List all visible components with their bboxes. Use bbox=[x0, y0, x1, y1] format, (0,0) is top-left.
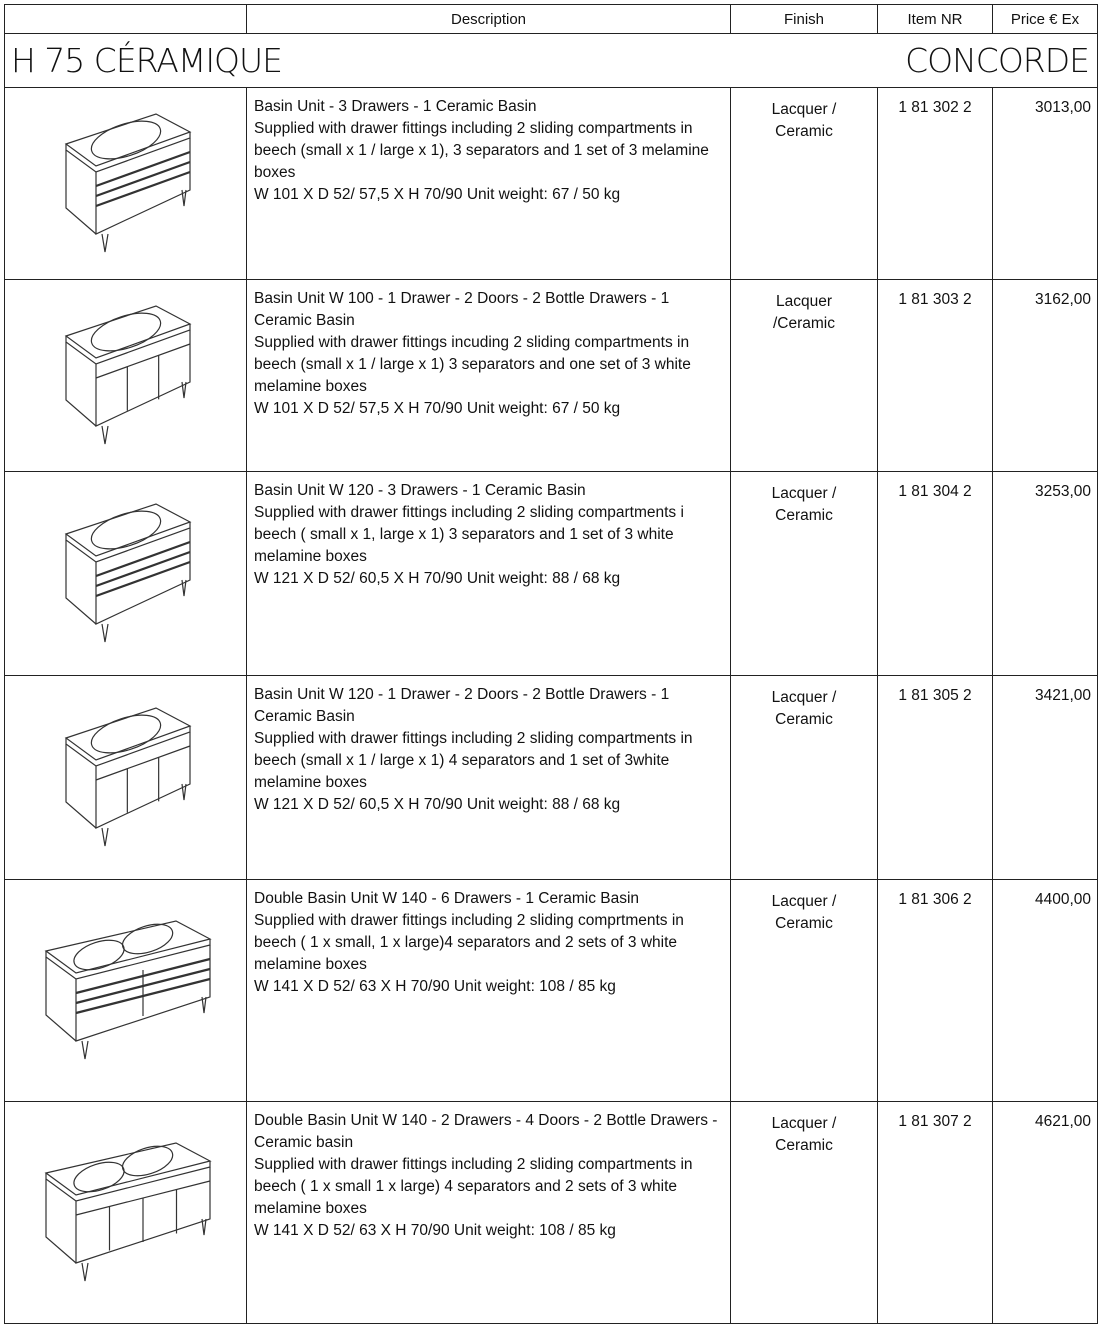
product-dimensions: W 121 X D 52/ 60,5 X H 70/90 Unit weight: 88 / 68 kg bbox=[254, 570, 621, 587]
product-item-nr: 1 81 304 2 bbox=[878, 472, 993, 676]
product-description bbox=[247, 880, 731, 1102]
product-title: Double Basin Unit W 140 - 2 Drawers - 4 Doors - 2 Bottle Drawers - Ceramic basin bbox=[254, 1112, 718, 1151]
product-description bbox=[247, 676, 731, 880]
product-description bbox=[247, 280, 731, 472]
header-item-nr: Item NR bbox=[878, 5, 993, 34]
product-details: Supplied with drawer fittings including 2 sliding compartments in beech (small x 1 / large x 1) 4 separators and 1 set of 3white melamine boxes bbox=[254, 730, 693, 791]
product-title: Basin Unit W 100 - 1 Drawer - 2 Doors - 2 Bottle Drawers - 1 Ceramic Basin bbox=[254, 290, 670, 329]
product-drawing bbox=[5, 911, 246, 1071]
product-finish bbox=[731, 676, 878, 880]
product-title: Basin Unit W 120 - 1 Drawer - 2 Doors - 2 Bottle Drawers - 1 Ceramic Basin bbox=[254, 686, 670, 725]
product-dimensions: W 101 X D 52/ 57,5 X H 70/90 Unit weight: 67 / 50 kg bbox=[254, 400, 621, 417]
product-title: Basin Unit W 120 - 3 Drawers - 1 Ceramic Basin bbox=[254, 482, 586, 499]
product-row bbox=[5, 472, 1098, 676]
finish-line: Ceramic bbox=[775, 123, 833, 140]
header-image bbox=[5, 5, 247, 34]
header-row bbox=[5, 5, 1098, 34]
banner-cell bbox=[5, 34, 1098, 88]
product-finish bbox=[731, 880, 878, 1102]
vanity-unit-drawing bbox=[36, 911, 216, 1071]
product-finish bbox=[731, 280, 878, 472]
product-dimensions: W 141 X D 52/ 63 X H 70/90 Unit weight: 108 / 85 kg bbox=[254, 978, 616, 995]
product-price: 3253,00 bbox=[993, 472, 1098, 676]
vanity-unit-drawing bbox=[56, 494, 196, 654]
product-price: 3162,00 bbox=[993, 280, 1098, 472]
price-list-table bbox=[4, 4, 1098, 1324]
product-finish bbox=[731, 88, 878, 280]
product-description bbox=[247, 88, 731, 280]
product-drawing bbox=[5, 1133, 246, 1293]
product-details: Supplied with drawer fittings incuding 2 sliding compartments in beech (small x 1 / large x 1) 3 separators and one set of 3 white melamine boxes bbox=[254, 334, 691, 395]
finish-line: Ceramic bbox=[775, 1137, 833, 1154]
series-name: CONCORDE bbox=[905, 41, 1089, 80]
vanity-unit-drawing bbox=[56, 698, 196, 858]
header-description: Description bbox=[247, 5, 731, 34]
product-details: Supplied with drawer fittings including 2 sliding compartments in beech (small x 1 / large x 1), 3 separators and 1 set of 3 melamine boxes bbox=[254, 120, 709, 181]
product-finish bbox=[731, 1102, 878, 1324]
product-drawing bbox=[5, 698, 246, 858]
finish-line: Lacquer / bbox=[771, 1115, 837, 1132]
product-finish bbox=[731, 472, 878, 676]
collection-label: H 75 CÉRAMIQUE bbox=[11, 41, 283, 80]
product-price: 3421,00 bbox=[993, 676, 1098, 880]
finish-line: Ceramic bbox=[775, 711, 833, 728]
product-row bbox=[5, 88, 1098, 280]
product-item-nr: 1 81 302 2 bbox=[878, 88, 993, 280]
product-price: 4400,00 bbox=[993, 880, 1098, 1102]
product-details: Supplied with drawer fittings including 2 sliding comprtments in beech ( 1 x small, 1 x large)4 separators and 2 sets of 3 white melamine boxes bbox=[254, 912, 684, 973]
finish-line: Ceramic bbox=[775, 915, 833, 932]
header-finish: Finish bbox=[731, 5, 878, 34]
product-details: Supplied with drawer fittings including 2 sliding compartments in beech ( 1 x small 1 x large) 4 separators and 2 sets of 3 white melamine boxes bbox=[254, 1156, 693, 1217]
finish-line: Lacquer / bbox=[771, 485, 837, 502]
product-drawing-cell bbox=[5, 1102, 247, 1324]
product-drawing bbox=[5, 296, 246, 456]
product-price: 3013,00 bbox=[993, 88, 1098, 280]
header-price: Price € Ex bbox=[993, 5, 1098, 34]
finish-line: Lacquer / bbox=[771, 101, 837, 118]
product-description bbox=[247, 472, 731, 676]
product-description bbox=[247, 1102, 731, 1324]
product-title: Double Basin Unit W 140 - 6 Drawers - 1 Ceramic Basin bbox=[254, 890, 640, 907]
product-row bbox=[5, 676, 1098, 880]
product-dimensions: W 141 X D 52/ 63 X H 70/90 Unit weight: 108 / 85 kg bbox=[254, 1222, 616, 1239]
product-drawing-cell bbox=[5, 472, 247, 676]
product-drawing bbox=[5, 104, 246, 264]
product-drawing-cell bbox=[5, 880, 247, 1102]
finish-line: Lacquer bbox=[775, 293, 832, 310]
product-item-nr: 1 81 303 2 bbox=[878, 280, 993, 472]
banner-row bbox=[5, 34, 1098, 88]
finish-line: Lacquer / bbox=[771, 893, 837, 910]
product-drawing-cell bbox=[5, 676, 247, 880]
product-details: Supplied with drawer fittings including 2 sliding compartments i beech ( small x 1, large x 1) 3 separators and 1 set of 3 white melamine boxes bbox=[254, 504, 684, 565]
product-drawing bbox=[5, 494, 246, 654]
product-dimensions: W 121 X D 52/ 60,5 X H 70/90 Unit weight: 88 / 68 kg bbox=[254, 796, 621, 813]
product-title: Basin Unit - 3 Drawers - 1 Ceramic Basin bbox=[254, 98, 537, 115]
product-row bbox=[5, 1102, 1098, 1324]
product-item-nr: 1 81 307 2 bbox=[878, 1102, 993, 1324]
vanity-unit-drawing bbox=[56, 104, 196, 264]
product-item-nr: 1 81 305 2 bbox=[878, 676, 993, 880]
vanity-unit-drawing bbox=[56, 296, 196, 456]
product-row bbox=[5, 280, 1098, 472]
finish-line: /Ceramic bbox=[772, 315, 835, 332]
finish-line: Lacquer / bbox=[771, 689, 837, 706]
product-item-nr: 1 81 306 2 bbox=[878, 880, 993, 1102]
product-price: 4621,00 bbox=[993, 1102, 1098, 1324]
finish-line: Ceramic bbox=[775, 507, 833, 524]
product-dimensions: W 101 X D 52/ 57,5 X H 70/90 Unit weight: 67 / 50 kg bbox=[254, 186, 621, 203]
vanity-unit-drawing bbox=[36, 1133, 216, 1293]
product-drawing-cell bbox=[5, 280, 247, 472]
product-drawing-cell bbox=[5, 88, 247, 280]
product-row bbox=[5, 880, 1098, 1102]
